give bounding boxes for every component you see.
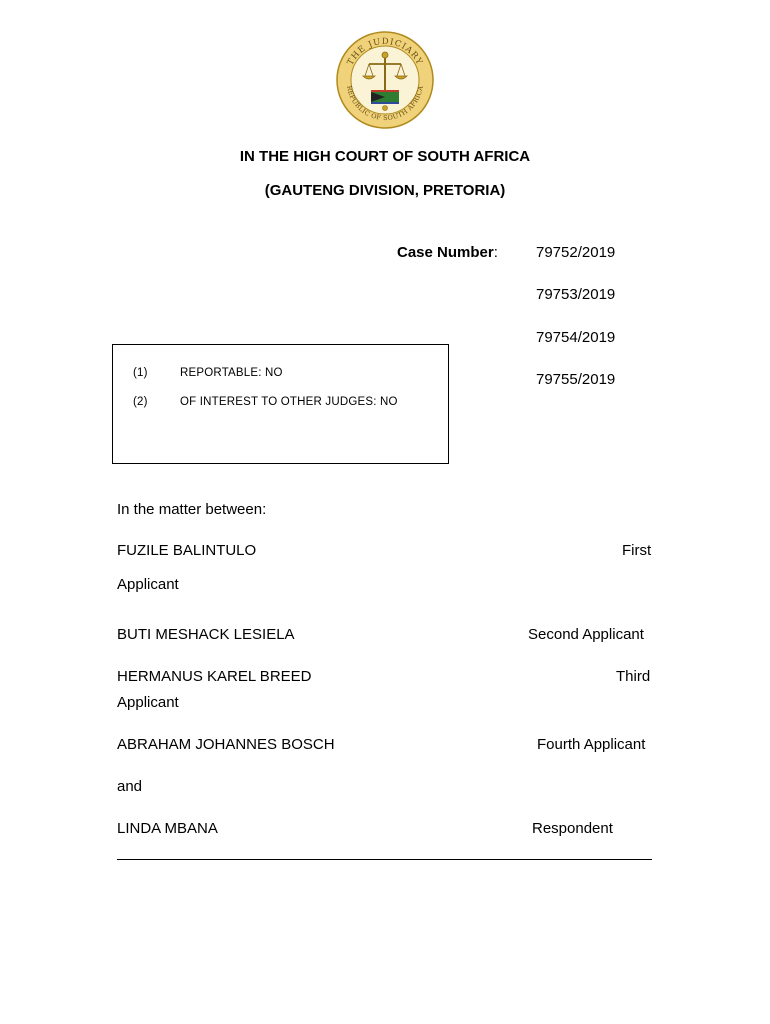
case-number-1: 79752/2019 (536, 244, 616, 261)
case-number-3: 79754/2019 (536, 329, 616, 346)
fourth-applicant-role: Fourth Applicant (537, 736, 646, 753)
seal-text-top: THE JUDICIARY (345, 36, 425, 68)
court-title: IN THE HIGH COURT OF SOUTH AFRICA (239, 148, 531, 165)
respondent-role: Respondent (532, 820, 613, 837)
seal-text-bottom: REPUBLIC OF SOUTH AFRICA (345, 85, 425, 123)
third-applicant-role: Third (616, 668, 651, 685)
case-number-4: 79755/2019 (536, 371, 616, 388)
reportable-item-1-text: REPORTABLE: NO (180, 367, 283, 379)
third-applicant-name: HERMANUS KAREL BREED (117, 668, 312, 685)
horizontal-divider (117, 859, 652, 860)
first-applicant-role: First (622, 542, 652, 559)
reportable-item-2-number: (2) (133, 396, 148, 408)
respondent-name: LINDA MBANA (117, 820, 218, 837)
first-applicant-role-continued: Applicant (117, 576, 179, 593)
reportable-item-2-text: OF INTEREST TO OTHER JUDGES: NO (180, 396, 398, 408)
case-number-label-row (397, 244, 498, 261)
reportable-item-1-number: (1) (133, 367, 148, 379)
first-applicant-name: FUZILE BALINTULO (117, 542, 257, 559)
case-number-label: Case Number (397, 244, 494, 261)
third-applicant-role-continued: Applicant (117, 694, 179, 711)
judiciary-seal-logo (335, 30, 435, 130)
second-applicant-name: BUTI MESHACK LESIELA (117, 626, 295, 643)
court-division: (GAUTENG DIVISION, PRETORIA) (264, 182, 506, 199)
case-number-colon: : (493, 244, 498, 261)
second-applicant-role: Second Applicant (528, 626, 644, 643)
fourth-applicant-name: ABRAHAM JOHANNES BOSCH (117, 736, 335, 753)
parties-intro: In the matter between: (117, 501, 267, 518)
and-separator: and (117, 778, 143, 795)
case-number-2: 79753/2019 (536, 286, 616, 303)
